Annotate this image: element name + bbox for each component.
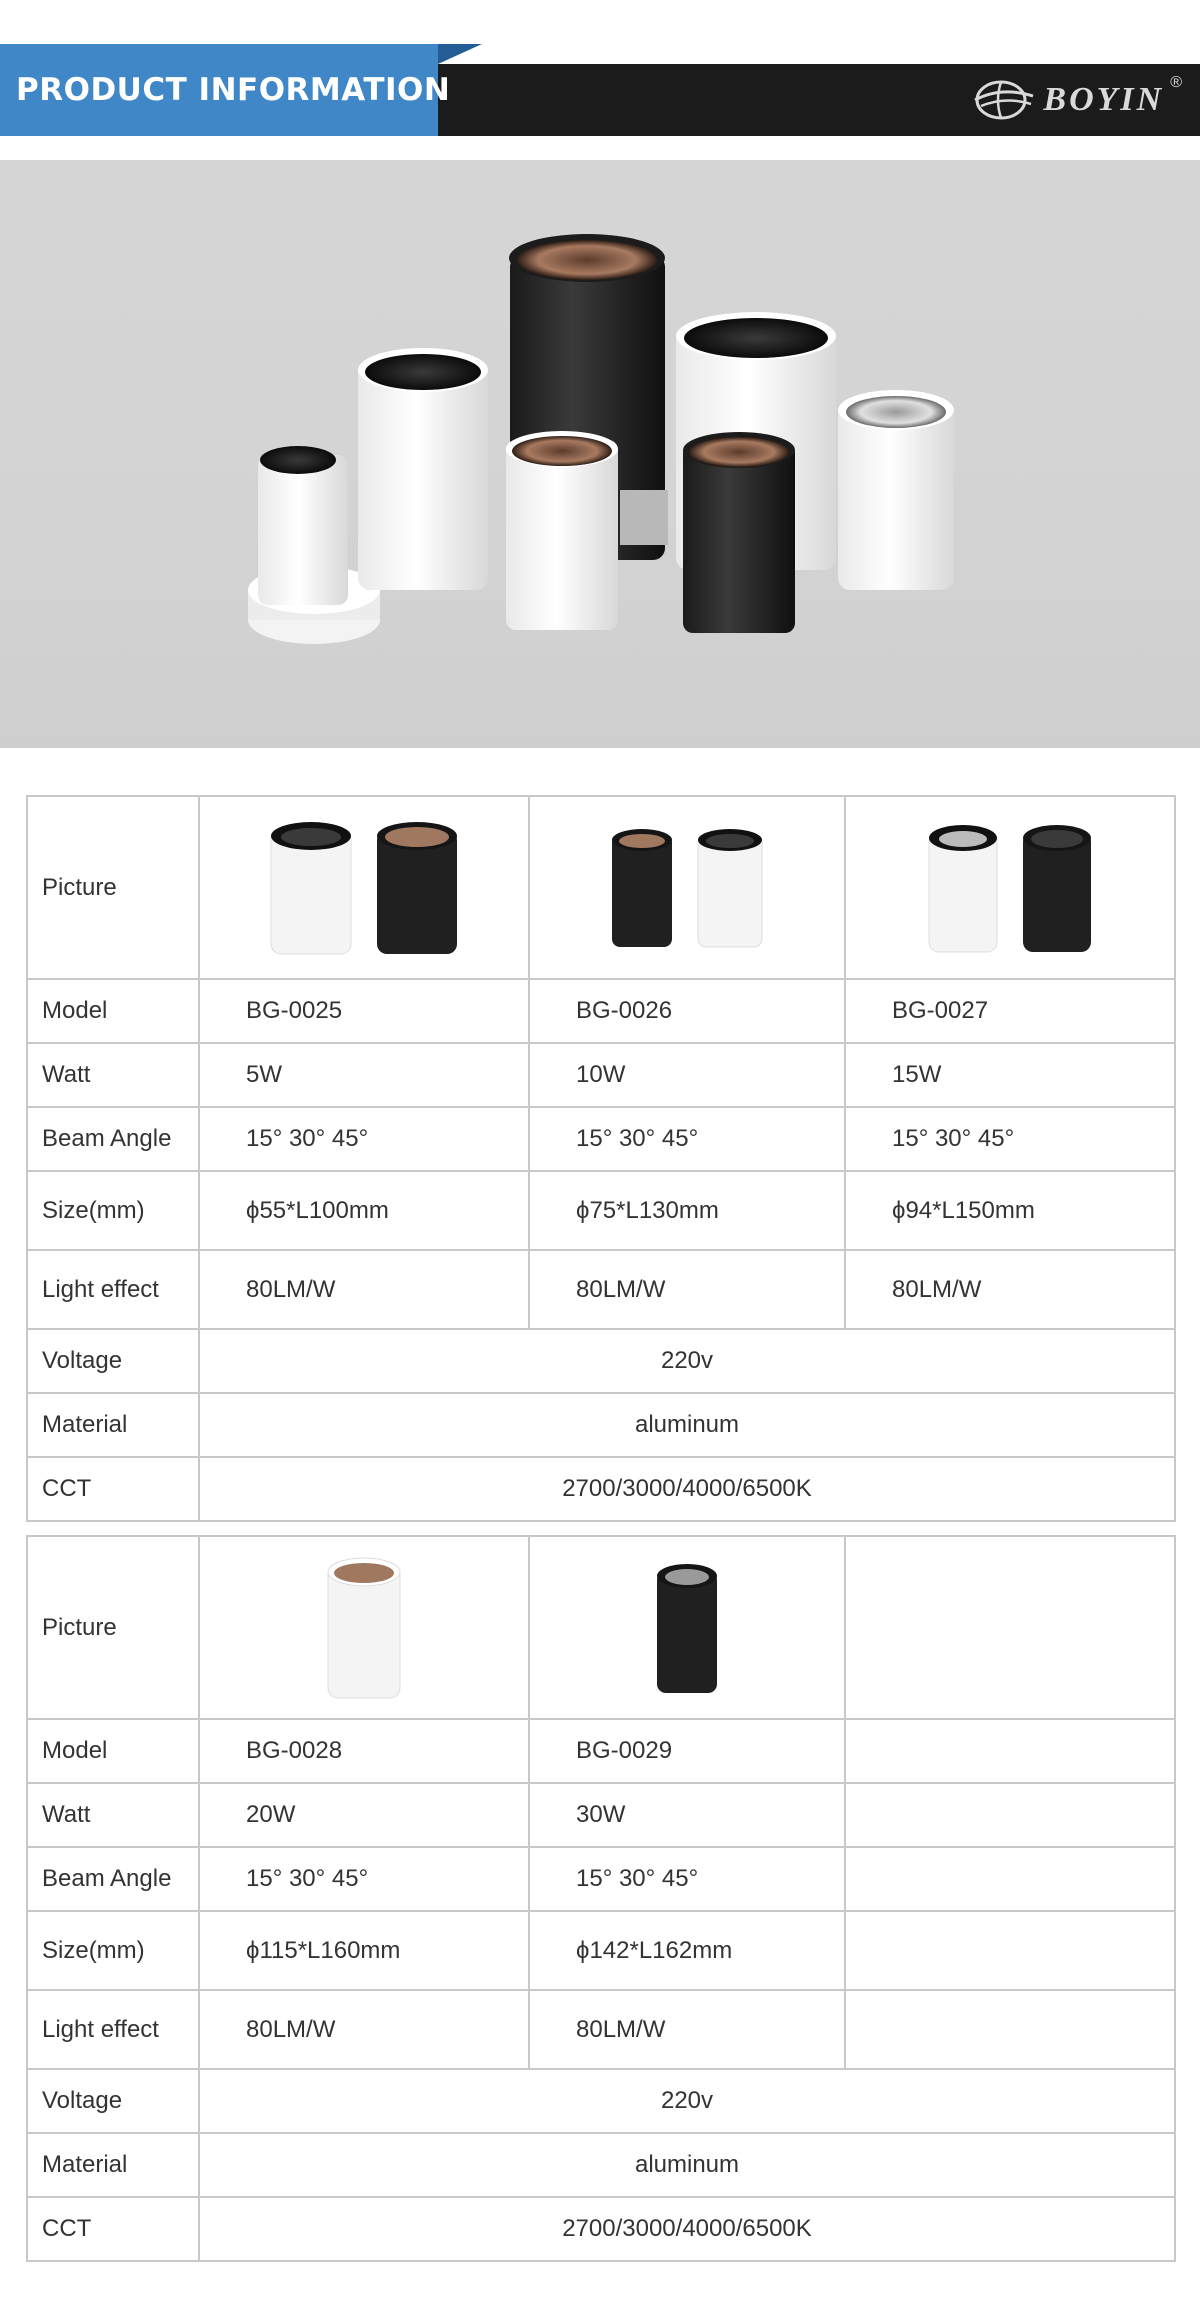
- row-label-picture: Picture: [27, 796, 199, 979]
- light-effect-cell: 80LM/W: [845, 1250, 1175, 1329]
- watt-cell: 10W: [529, 1043, 845, 1107]
- model-cell: BG-0029: [529, 1719, 845, 1783]
- header-banner: [0, 40, 1200, 140]
- size-cell: ϕ115*L160mm: [199, 1911, 529, 1990]
- empty-cell: [845, 1719, 1175, 1783]
- product-picture-bg-0026: [529, 796, 845, 979]
- empty-cell: [845, 1783, 1175, 1847]
- downlight-black-silver-icon: [655, 1561, 719, 1695]
- brand-name: BOYIN: [1043, 81, 1165, 118]
- size-cell: ϕ55*L100mm: [199, 1171, 529, 1250]
- spec-table-1: [26, 795, 1176, 1522]
- beam-angle-cell: 15° 30° 45°: [199, 1847, 529, 1911]
- row-label-material: Material: [27, 2133, 199, 2197]
- product-photo-downlights-icon: [0, 160, 1200, 748]
- model-cell: BG-0026: [529, 979, 845, 1043]
- table-row: [27, 1457, 1175, 1521]
- table-row: [27, 1107, 1175, 1171]
- product-picture-bg-0027: [845, 796, 1175, 979]
- row-label-light-effect: Light effect: [27, 1990, 199, 2069]
- light-effect-cell: 80LM/W: [199, 1990, 529, 2069]
- table-row: [27, 1393, 1175, 1457]
- table-row: [27, 1911, 1175, 1990]
- product-picture-bg-0029: [529, 1536, 845, 1719]
- row-label-watt: Watt: [27, 1783, 199, 1847]
- table-row: [27, 796, 1175, 979]
- registered-mark: ®: [1170, 74, 1182, 91]
- watt-cell: 30W: [529, 1783, 845, 1847]
- table-row: [27, 1719, 1175, 1783]
- hero-product-photo: [0, 160, 1200, 748]
- watt-cell: 5W: [199, 1043, 529, 1107]
- boyin-emblem-icon: [971, 76, 1037, 124]
- voltage-cell: 220v: [199, 2069, 1175, 2133]
- row-label-voltage: Voltage: [27, 1329, 199, 1393]
- model-cell: BG-0025: [199, 979, 529, 1043]
- beam-angle-cell: 15° 30° 45°: [529, 1107, 845, 1171]
- beam-angle-cell: 15° 30° 45°: [529, 1847, 845, 1911]
- downlight-black-icon: [1021, 822, 1093, 954]
- row-label-beam-angle: Beam Angle: [27, 1847, 199, 1911]
- beam-angle-cell: 15° 30° 45°: [845, 1107, 1175, 1171]
- table-row: [27, 1990, 1175, 2069]
- empty-cell: [845, 1990, 1175, 2069]
- row-label-size: Size(mm): [27, 1171, 199, 1250]
- material-cell: aluminum: [199, 2133, 1175, 2197]
- row-label-beam-angle: Beam Angle: [27, 1107, 199, 1171]
- downlight-white-copper-icon: [326, 1556, 402, 1700]
- watt-cell: 20W: [199, 1783, 529, 1847]
- page-title: PRODUCT INFORMATION: [16, 72, 451, 108]
- empty-cell: [845, 1536, 1175, 1719]
- watt-cell: 15W: [845, 1043, 1175, 1107]
- material-cell: aluminum: [199, 1393, 1175, 1457]
- row-label-watt: Watt: [27, 1043, 199, 1107]
- empty-cell: [845, 1911, 1175, 1990]
- table-row: [27, 979, 1175, 1043]
- table-row: [27, 2069, 1175, 2133]
- table-row: [27, 2133, 1175, 2197]
- row-label-size: Size(mm): [27, 1911, 199, 1990]
- row-label-cct: CCT: [27, 1457, 199, 1521]
- table-row: [27, 1783, 1175, 1847]
- table-row: [27, 1250, 1175, 1329]
- table-row: [27, 1847, 1175, 1911]
- model-cell: BG-0027: [845, 979, 1175, 1043]
- table-row: [27, 1171, 1175, 1250]
- brand-logo: [971, 72, 1182, 128]
- beam-angle-cell: 15° 30° 45°: [199, 1107, 529, 1171]
- voltage-cell: 220v: [199, 1329, 1175, 1393]
- row-label-material: Material: [27, 1393, 199, 1457]
- table-row: [27, 1043, 1175, 1107]
- table-row: [27, 1536, 1175, 1719]
- row-label-model: Model: [27, 979, 199, 1043]
- row-label-voltage: Voltage: [27, 2069, 199, 2133]
- light-effect-cell: 80LM/W: [529, 1250, 845, 1329]
- cct-cell: 2700/3000/4000/6500K: [199, 2197, 1175, 2261]
- downlight-white-icon: [696, 827, 764, 949]
- table-row: [27, 1329, 1175, 1393]
- light-effect-cell: 80LM/W: [529, 1990, 845, 2069]
- downlight-white-icon: [269, 820, 353, 956]
- size-cell: ϕ94*L150mm: [845, 1171, 1175, 1250]
- size-cell: ϕ75*L130mm: [529, 1171, 845, 1250]
- row-label-light-effect: Light effect: [27, 1250, 199, 1329]
- spec-table-2: [26, 1535, 1176, 2262]
- model-cell: BG-0028: [199, 1719, 529, 1783]
- cct-cell: 2700/3000/4000/6500K: [199, 1457, 1175, 1521]
- downlight-black-copper-icon: [610, 827, 674, 949]
- empty-cell: [845, 1847, 1175, 1911]
- row-label-model: Model: [27, 1719, 199, 1783]
- downlight-black-copper-icon: [375, 820, 459, 956]
- downlight-white-icon: [927, 822, 999, 954]
- row-label-picture: Picture: [27, 1536, 199, 1719]
- row-label-cct: CCT: [27, 2197, 199, 2261]
- table-row: [27, 2197, 1175, 2261]
- product-picture-bg-0025: [199, 796, 529, 979]
- product-picture-bg-0028: [199, 1536, 529, 1719]
- size-cell: ϕ142*L162mm: [529, 1911, 845, 1990]
- light-effect-cell: 80LM/W: [199, 1250, 529, 1329]
